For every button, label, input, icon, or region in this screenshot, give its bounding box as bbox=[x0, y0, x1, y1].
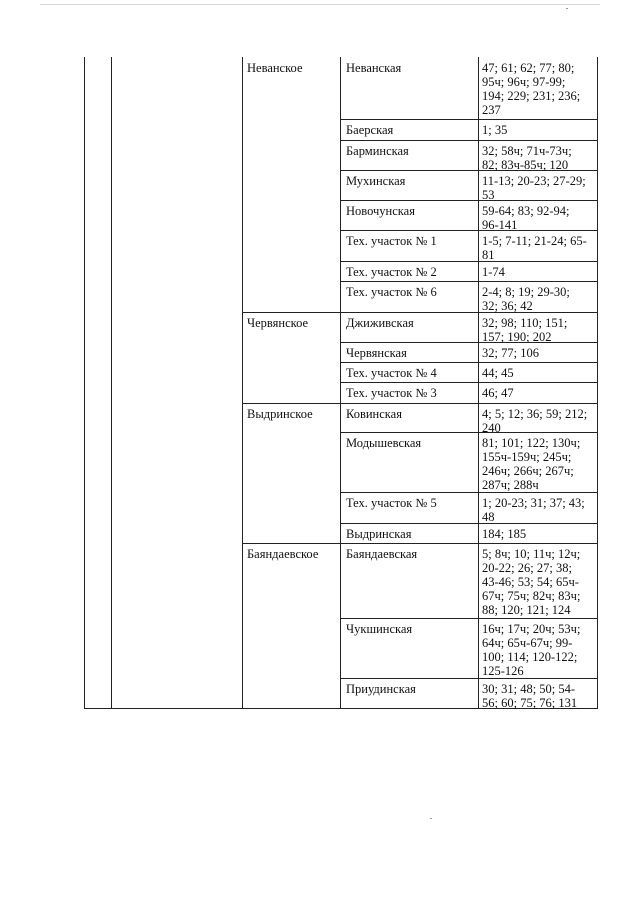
quarters-cell: 32; 77; 106 bbox=[482, 346, 539, 360]
quarters-cell: 5; 8ч; 10; 11ч; 12ч; 20-22; 26; 27; 38; 43-46; 53; 54; 65ч- 67ч; 75ч; 82ч; 83ч; 88; 120; 121; 124 bbox=[482, 547, 581, 617]
forestry-area-cell: Ковинская bbox=[346, 407, 402, 421]
quarters-cell: 46; 47 bbox=[482, 386, 514, 400]
quarters-cell: 32; 98; 110; 151; 157; 190; 202 bbox=[482, 316, 568, 344]
forestry-area-cell: Джиживская bbox=[346, 316, 414, 330]
forestry-area-cell: Выдринская bbox=[346, 527, 412, 541]
quarters-cell: 16ч; 17ч; 20ч; 53ч; 64ч; 65ч-67ч; 99- 100; 114; 120-122; 125-126 bbox=[482, 622, 581, 678]
forestry-area-cell: Баяндаевская bbox=[346, 547, 418, 561]
forestry-area-cell: Тех. участок № 1 bbox=[346, 234, 437, 248]
table-column-rule bbox=[242, 57, 243, 709]
forestry-area-cell: Приудинская bbox=[346, 682, 416, 696]
quarters-cell: 1; 35 bbox=[482, 123, 508, 137]
table-column-rule bbox=[478, 57, 479, 709]
forestry-area-cell: Новочунская bbox=[346, 204, 415, 218]
table-row-rule bbox=[340, 119, 598, 120]
table-column-rule bbox=[84, 57, 85, 709]
district-group-rule bbox=[242, 543, 340, 544]
forestry-area-cell: Неванская bbox=[346, 61, 402, 75]
district-cell: Выдринское bbox=[247, 407, 313, 421]
table-column-rule bbox=[597, 57, 598, 709]
table-row-rule bbox=[340, 543, 598, 544]
table-row-rule bbox=[340, 281, 598, 282]
quarters-cell: 44; 45 bbox=[482, 366, 514, 380]
forestry-area-cell: Тех. участок № 4 bbox=[346, 366, 437, 380]
forestry-area-cell: Червянская bbox=[346, 346, 407, 360]
table-column-rule bbox=[111, 57, 112, 709]
forestry-area-cell: Тех. участок № 5 bbox=[346, 496, 437, 510]
table-row-rule bbox=[340, 403, 598, 404]
district-cell: Червянское bbox=[247, 316, 309, 330]
district-cell: Баяндаевское bbox=[247, 547, 319, 561]
quarters-cell: 1-5; 7-11; 21-24; 65- 81 bbox=[482, 234, 587, 262]
table-row-rule bbox=[340, 492, 598, 493]
district-group-rule bbox=[242, 312, 340, 313]
quarters-cell: 4; 5; 12; 36; 59; 212; 240 bbox=[482, 407, 588, 435]
table-column-rule bbox=[340, 57, 341, 709]
forestry-area-cell: Модышевская bbox=[346, 436, 422, 450]
quarters-cell: 11-13; 20-23; 27-29; 53 bbox=[482, 174, 586, 202]
quarters-cell: 59-64; 83; 92-94; 96-141 bbox=[482, 204, 570, 232]
scan-speck bbox=[566, 8, 568, 9]
quarters-cell: 32; 58ч; 71ч-73ч; 82; 83ч-85ч; 120 bbox=[482, 144, 572, 172]
quarters-cell: 81; 101; 122; 130ч; 155ч-159ч; 245ч; 246ч; 266ч; 267ч; 287ч; 288ч bbox=[482, 436, 581, 492]
forestry-area-cell: Чукшинская bbox=[346, 622, 413, 636]
quarters-cell: 2-4; 8; 19; 29-30; 32; 36; 42 bbox=[482, 285, 570, 313]
district-cell: Неванское bbox=[247, 61, 303, 75]
scan-speck bbox=[430, 818, 432, 819]
scan-top-edge bbox=[40, 4, 600, 5]
quarters-cell: 184; 185 bbox=[482, 527, 527, 541]
forestry-area-cell: Мухинская bbox=[346, 174, 406, 188]
forestry-area-cell: Барминская bbox=[346, 144, 409, 158]
table-row-rule bbox=[340, 678, 598, 679]
quarters-cell: 1-74 bbox=[482, 265, 505, 279]
quarters-cell: 1; 20-23; 31; 37; 43; 48 bbox=[482, 496, 585, 524]
table-row-rule bbox=[340, 618, 598, 619]
forestry-area-cell: Тех. участок № 3 bbox=[346, 386, 437, 400]
table-row-rule bbox=[340, 140, 598, 141]
quarters-cell: 47; 61; 62; 77; 80; 95ч; 96ч; 97-99; 194; 229; 231; 236; 237 bbox=[482, 61, 581, 117]
quarters-cell: 30; 31; 48; 50; 54- 56; 60; 75; 76; 131 bbox=[482, 682, 578, 710]
forestry-area-cell: Баерская bbox=[346, 123, 394, 137]
table-row-rule bbox=[340, 362, 598, 363]
forestry-area-cell: Тех. участок № 6 bbox=[346, 285, 437, 299]
district-group-rule bbox=[242, 403, 340, 404]
table-row-rule bbox=[340, 382, 598, 383]
forestry-area-cell: Тех. участок № 2 bbox=[346, 265, 437, 279]
